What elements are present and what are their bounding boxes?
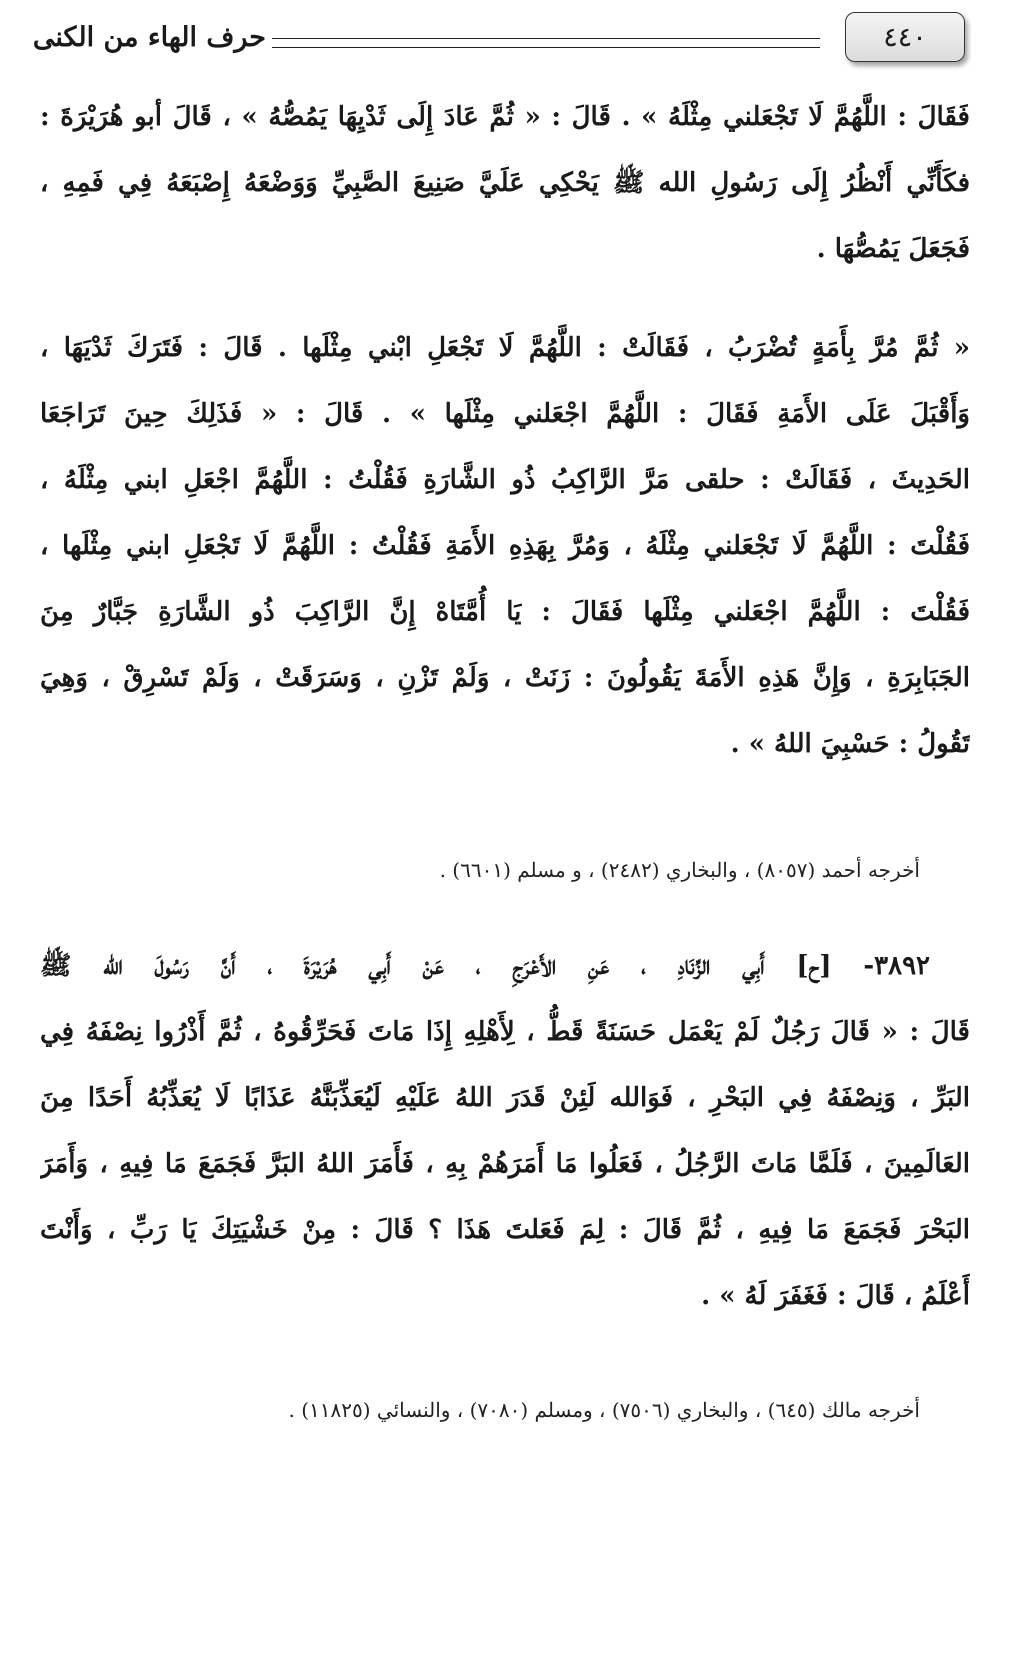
text-line: فَجَعَلَ يَمُصُّهَا . [816,234,970,264]
text-line: الجَبَابِرَةِ ، وَإِنَّ هَذِهِ الأَمَةَ يَقُولُونَ : زَنَتْ ، وَلَمْ تَزْنِ ، وَسَرَقَتْ ، وَلَمْ تَسْرِقْ ، وَهِيَ [40,663,970,693]
text-line: العَالَمِينَ ، فَلَمَّا مَاتَ الرَّجُلُ ، فَعَلُوا مَا أَمَرَهُمْ بِهِ ، فَأَمَرَ اللهُ البَرَّ فَجَمَعَ مَا فِيهِ ، وَأَمَرَ [40,1149,970,1179]
text-line: البَحْرَ فَجَمَعَ مَا فِيهِ ، ثُمَّ قَالَ : لِمَ فَعَلتَ هَذَا ؟ قَالَ : مِنْ خَشْيَتِكَ يَا رَبِّ ، وَأَنْتَ [40,1215,970,1245]
page-header [0,8,1010,68]
hadith-reference-footnote: أخرجه مالك (٦٤٥) ، والبخاري (٧٥٠٦) ، ومسلم (٧٠٨٠) ، والنسائي (١١٨٢٥) . [288,1398,920,1422]
text-line: فَقُلْتَ : اللَّهُمَّ اجْعَلني مِثْلَها فَقَالَ : يَا أُمَّتَاهْ إِنَّ الرَّاكِبَ ذُو الشَّارَةِ جَبَّارٌ مِنَ [40,597,970,627]
paragraph-story [40,315,970,777]
text-line: فَقَالَ : اللَّهُمَّ لَا تَجْعَلني مِثْلَهُ » . قَالَ : « ثُمَّ عَادَ إِلَى ثَدْيِهَا يَمُصُّهُ » ، قَالَ أبو هُرَيْرَةَ : [40,102,970,132]
hadith-number-line: ٣٨٩٢- [ح] أَبِي الزِّنَادِ ، عَنِ الأَعْرَجِ ، عَنْ أَبِي هُرَيْرَةَ ، أَنَّ رَسُولَ الله ﷺ [40,951,930,981]
text-line: الحَدِيثَ ، فَقَالَتْ : حلقى مَرَّ الرَّاكِبُ ذُو الشَّارَةِ فَقُلْتُ : اللَّهُمَّ اجْعَلِ ابني مِثْلَهُ ، [40,465,970,495]
text-line: « ثُمَّ مُرَّ بِأَمَةٍ تُضْرَبُ ، فَقَالَتْ : اللَّهُمَّ لَا تَجْعَلِ ابْني مِثْلَها . قَالَ : فَتَرَكَ ثَدْيَهَا ، [40,333,970,363]
text-line: قَالَ : « قَالَ رَجُلٌ لَمْ يَعْمَل حَسَنَةً قَطُّ ، لِأَهْلِهِ إِذَا مَاتَ فَحَرِّقُوهُ ، ثُمَّ أَذْرُوا نِصْفَهُ فِي [40,1017,970,1047]
text-line: فكَأَنِّي أَنْظُرُ إِلَى رَسُولِ الله ﷺ يَحْكِي عَلَيَّ صَنِيعَ الصَّبِيِّ وَوَضْعَهُ إِصْبَعَهُ فِي فَمِهِ ، [40,168,970,198]
text-line: وَأَقْبَلَ عَلَى الأَمَةِ فَقَالَ : اللَّهُمَّ اجْعَلني مِثْلَها » . قَالَ : « فَذَلِكَ حِينَ تَرَاجَعَا [40,399,970,429]
hadith-3892 [40,933,970,1329]
hadith-reference-footnote: أخرجه أحمد (٨٠٥٧) ، والبخاري (٢٤٨٢) ، و مسلم (٦٦٠١) . [439,858,920,882]
paragraph-continuation [40,84,970,282]
page-number: ٤٤٠ [845,12,965,62]
chapter-title: حرف الهاء من الكنى [32,22,266,53]
header-rule [272,38,820,48]
text-line: فَقُلْتَ : اللَّهُمَّ لَا تَجْعَلني مِثْلَهُ ، وَمُرَّ بِهَذِهِ الأَمَةِ فَقُلْتُ : اللَّهُمَّ لَا تَجْعَلِ ابني مِثْلَها ، [40,531,970,561]
text-line: البَرِّ ، وَنِصْفَهُ فِي البَحْرِ ، فَوَالله لَئِنْ قَدَرَ اللهُ عَلَيْهِ لَيُعَذِّبَنَّهُ عَذَابًا لَا يُعَذِّبُهُ أَحَدًا مِنَ [40,1083,970,1113]
text-line: أَعْلَمُ ، قَالَ : فَغَفَرَ لَهُ » . [701,1281,970,1311]
text-line: تَقُولُ : حَسْبِيَ اللهُ » . [730,729,970,759]
